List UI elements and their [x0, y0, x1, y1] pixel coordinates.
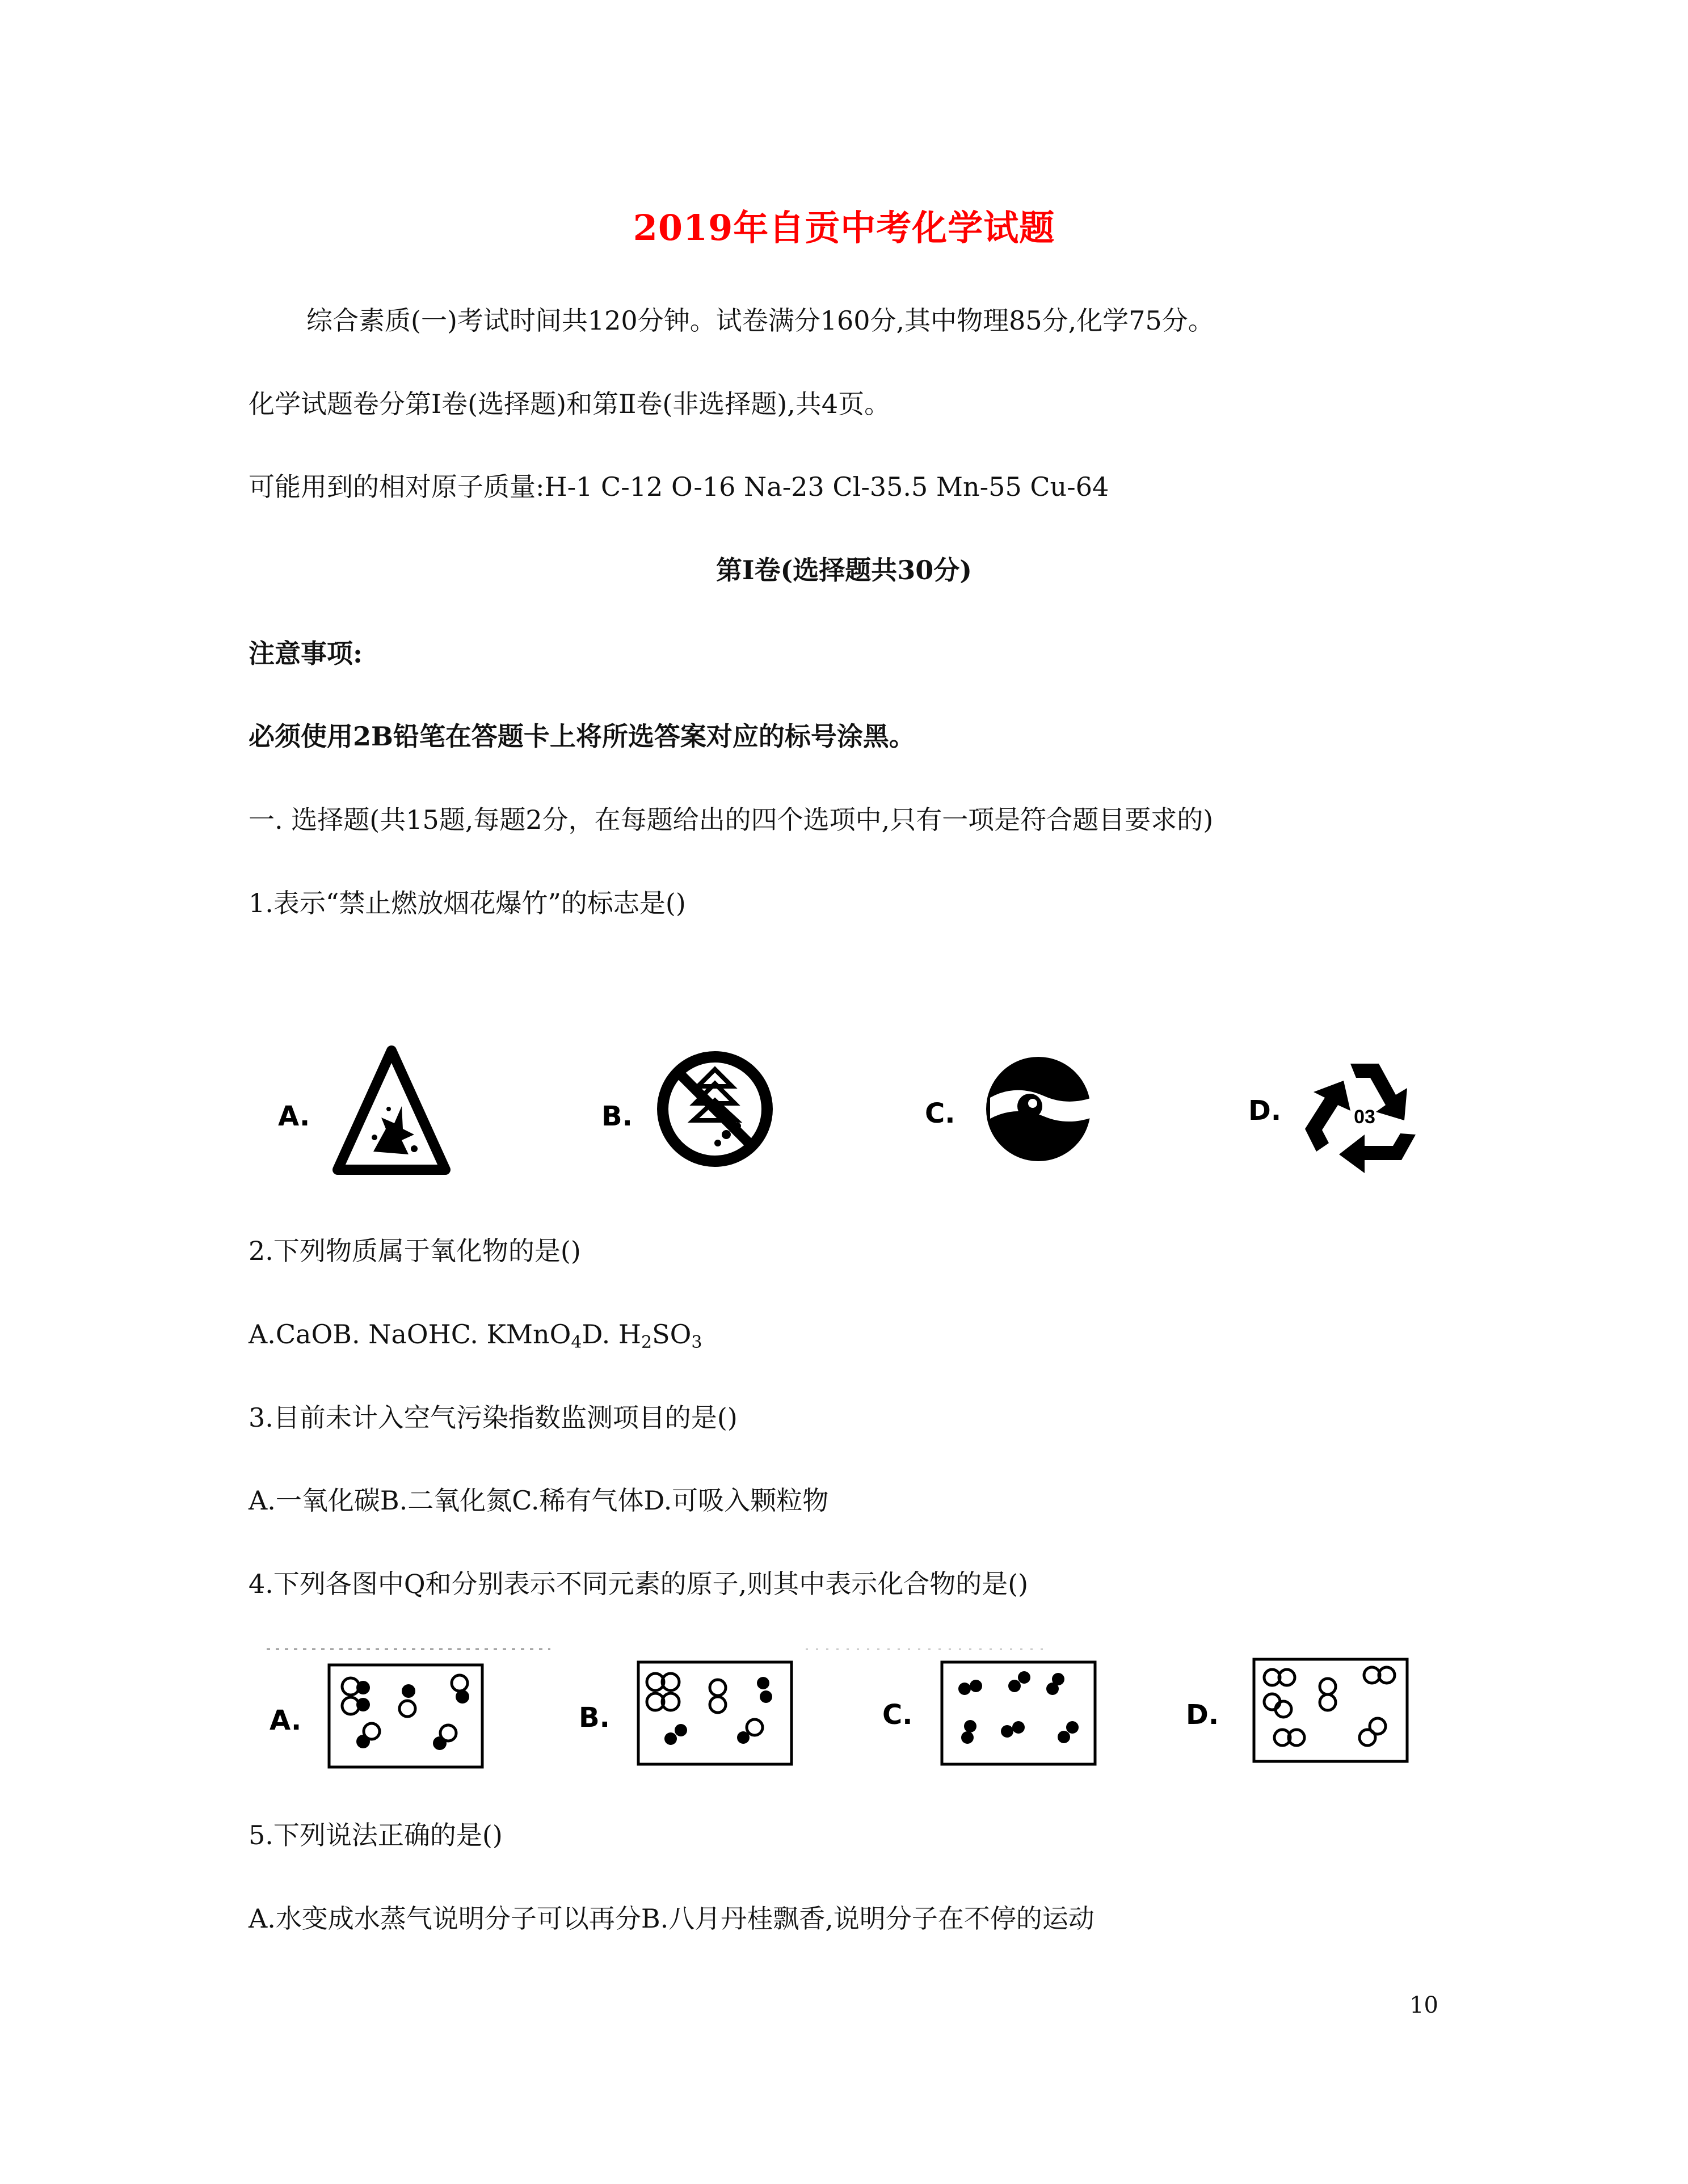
q1-stem: 1.表示“禁止燃放烟花爆竹”的标志是()	[249, 888, 686, 918]
water-saving-icon	[976, 1044, 1101, 1174]
intro-line-1: 综合素质(一)考试时间共120分钟。试卷满分160分,其中物理85分,化学75分。	[306, 305, 1214, 336]
q2-sub-3: 3	[691, 1333, 702, 1352]
q2-stem: 2.下列物质属于氧化物的是()	[249, 1236, 581, 1266]
molecule-boxes	[267, 1642, 1413, 1778]
explosive-warning-icon	[329, 1044, 454, 1180]
q4-option-d-label: D.	[1186, 1699, 1219, 1731]
recycle-code: 03	[1354, 1106, 1375, 1128]
q2-so: SO	[652, 1319, 692, 1350]
q4-option-b-label: B.	[579, 1702, 610, 1734]
part-heading: 一. 选择题(共15题,每题2分，在每题给出的四个选项中,只有一项是符合题目要求的)	[249, 804, 1214, 835]
q4-figure	[267, 1642, 1413, 1778]
q1-option-b-label: B.	[601, 1101, 633, 1132]
intro-line-2: 化学试题卷分第Ⅰ卷(选择题)和第Ⅱ卷(非选择题),共4页。	[249, 389, 891, 419]
q1-option-d-label: D.	[1248, 1095, 1282, 1127]
q2-sub-4: 4	[571, 1333, 582, 1352]
q1-figure	[272, 1044, 1453, 1203]
q1-option-a-label: A.	[278, 1101, 310, 1132]
q3-options: A.一氧化碳B.二氧化氮C.稀有气体D.可吸入颗粒物	[249, 1485, 829, 1516]
q2-option-d: D. H	[582, 1319, 642, 1350]
q5-stem: 5.下列说法正确的是()	[249, 1820, 503, 1850]
q4-option-c-label: C.	[882, 1699, 913, 1731]
notice-label: 注意事项:	[249, 638, 363, 669]
q2-sub-2: 2	[641, 1333, 653, 1352]
q5-options: A.水变成水蒸气说明分子可以再分B.八月丹桂飘香,说明分子在不停的运动	[249, 1903, 1095, 1934]
page-title: 2019年自贡中考化学试题	[633, 207, 1055, 248]
q4-stem: 4.下列各图中Q和分别表示不同元素的原子,则其中表示化合物的是()	[249, 1569, 1029, 1599]
q2-option-abc: A.CaOB. NaOHC. KMnO	[249, 1319, 571, 1350]
no-fireworks-icon	[653, 1044, 777, 1174]
q1-option-c-label: C.	[925, 1098, 955, 1129]
section-heading: 第Ⅰ卷(选择题共30分)	[715, 555, 973, 585]
recycle-icon	[1299, 1044, 1430, 1174]
notice-text: 必须使用2B铅笔在答题卡上将所选答案对应的标号涂黑。	[249, 721, 915, 752]
atomic-masses-line: 可能用到的相对原子质量:H-1 C-12 O-16 Na-23 Cl-35.5 Mn-55 Cu-64	[249, 471, 1109, 502]
page-number: 10	[1409, 1992, 1438, 2018]
q4-option-a-label: A.	[270, 1705, 302, 1736]
q3-stem: 3.目前未计入空气污染指数监测项目的是()	[249, 1402, 738, 1433]
q2-options	[249, 1317, 702, 1360]
